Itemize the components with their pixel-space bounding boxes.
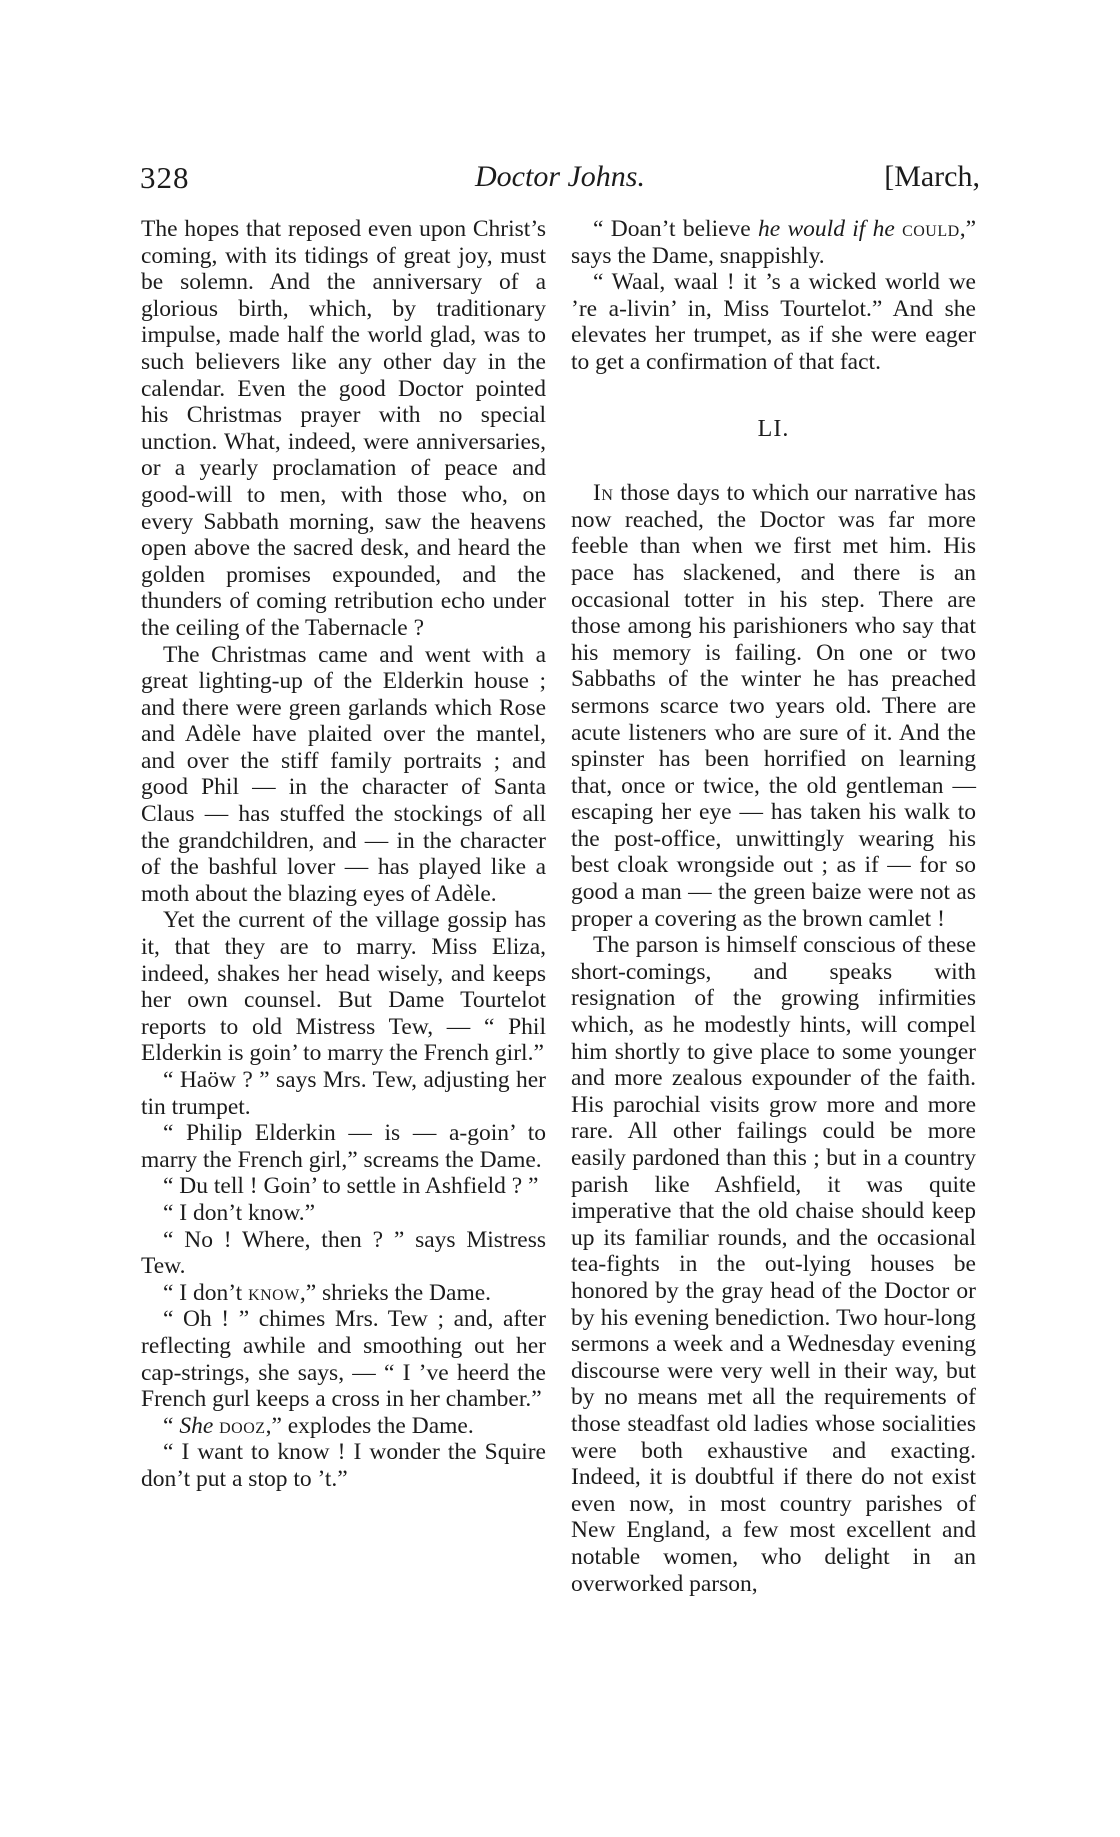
dialogue-line: “ I don’t know.”: [163, 1199, 316, 1226]
paragraph: The hopes that reposed even upon Christ’s coming, with its tidings of great joy, must be solemn. And the anniversary of a glorious birth, which, by traditionary impulse, made half the world glad, was to such believers like any other day in the calendar. Even the good Doctor pointed his Christmas prayer with no special unction. What, indeed, were anniversaries, or a yearly proclamation of peace and good-will to men, with those who, on every Sabbath morning, saw the heavens open above the sacred desk, and heard the golden promises expounded, and the thunders of coming retribution echo under the ceiling of the Tabernacle ?: [141, 216, 546, 641]
dialogue-line: “ Philip Elderkin — is — a-goin’ to marry the French girl,” screams the Dame.: [141, 1120, 546, 1173]
small-caps-text: could: [902, 216, 960, 242]
italic-text: he would if he: [758, 216, 895, 242]
paragraph: The parson is himself conscious of these short-comings, and speaks with resignation of the growing infirmities which, as he modestly hints, will compel him shortly to give place to some younger and more zealous expounder of the faith. His parochial visits grow more and more rare. All other failings could be more easily pardoned than this ; but in a country parish like Ashfield, it was quite imperative that the old chaise should keep up its familiar rounds, and the occasional tea-fights in the out-lying houses be honored by the gray head of the Doctor or by his evening benediction. Two hour-long sermons a week and a Wednesday evening discourse were very well in their way, but by no means met all the requirements of those steadfast old ladies whose socialities were both exhaustive and exacting. Indeed, it is doubtful if there do not exist even now, in most country parishes of New England, a few most excellent and notable women, who delight in an overworked parson,: [571, 932, 976, 1597]
chapter-heading: LI.: [757, 415, 790, 442]
text-run: ,” shrieks the Dame.: [299, 1279, 492, 1306]
page-header: [140, 160, 980, 200]
italic-text: She: [179, 1412, 214, 1439]
paragraph: [571, 480, 976, 932]
text-run: “ Doan’t believe: [593, 216, 759, 242]
paragraph: The Christmas came and went with a great lighting-up of the Elderkin house ; and there were green garlands which Rose and Adèle have plaited over the mantel, and over the stiff family portraits ; and good Phil — in the character of Santa Claus — has stuffed the stockings of all the grandchildren, and — in the character of the bashful lover — has played like a moth about the blazing eyes of Adèle.: [141, 641, 546, 907]
page-number: 328: [140, 160, 190, 195]
dialogue-line: “ I want to know ! I wonder the Squire don’t put a stop to ’t.”: [141, 1439, 546, 1492]
running-month: [March,: [884, 160, 980, 193]
running-title: Doctor Johns.: [475, 160, 645, 193]
dialogue-line: “ Waal, waal ! it ’s a wicked world we ’re a-livin’ in, Miss Tourtelot.” And she elevates her trumpet, as if she were eager to get a confirmation of that fact.: [571, 269, 976, 375]
dialogue-line: [141, 1413, 546, 1440]
dialogue-line: [571, 216, 976, 269]
text-run: ,” says the Dame, snappishly.: [571, 216, 976, 269]
text-run: those days to which our narrative has now reached, the Doctor was far more feeble than when we first met him. His pace has slackened, and there is an occasional totter in his step. There are those among his parishioners who say that his memory is failing. On one or two Sabbaths of the winter he has preached sermons scarce two years old. There are acute listeners who are sure of it. And the spinster has been horrified on learning that, once or twice, the old gentleman — escaping her eye — has taken his walk to the post-office, unwittingly wearing his best cloak wrongside out ; as if — for so good a man — the green baize were not as proper a covering as the brown camlet !: [571, 480, 976, 932]
left-column: [141, 216, 546, 1493]
text-run: “: [163, 1412, 180, 1439]
dialogue-line: “ Oh ! ” chimes Mrs. Tew ; and, after reflecting awhile and smoothing out her cap-strings, she says, — “ I ’ve heerd the French gurl keeps a cross in her chamber.”: [141, 1306, 546, 1413]
paragraph: Yet the current of the village gossip has it, that they are to marry. Miss Eliza, indeed, shakes her head wisely, and keeps her own counsel. But Dame Tourtelot reports to old Mistress Tew, — “ Phil Elderkin is goin’ to marry the French girl.”: [141, 907, 546, 1067]
small-caps-text: know: [248, 1279, 300, 1306]
text-run: ,” explodes the Dame.: [265, 1412, 474, 1439]
dialogue-line: “ No ! Where, then ? ” says Mistress Tew.: [141, 1226, 546, 1280]
dialogue-line: “ Du tell ! Goin’ to settle in Ashfield ? ”: [163, 1173, 539, 1200]
small-caps-text: In: [593, 480, 614, 507]
dialogue-line: [141, 1280, 546, 1307]
dialogue-line: “ Haöw ? ” says Mrs. Tew, adjusting her tin trumpet.: [141, 1067, 546, 1120]
small-caps-text: dooz: [219, 1412, 266, 1439]
text-run: “ I don’t: [163, 1279, 249, 1306]
right-column: [571, 216, 976, 1597]
